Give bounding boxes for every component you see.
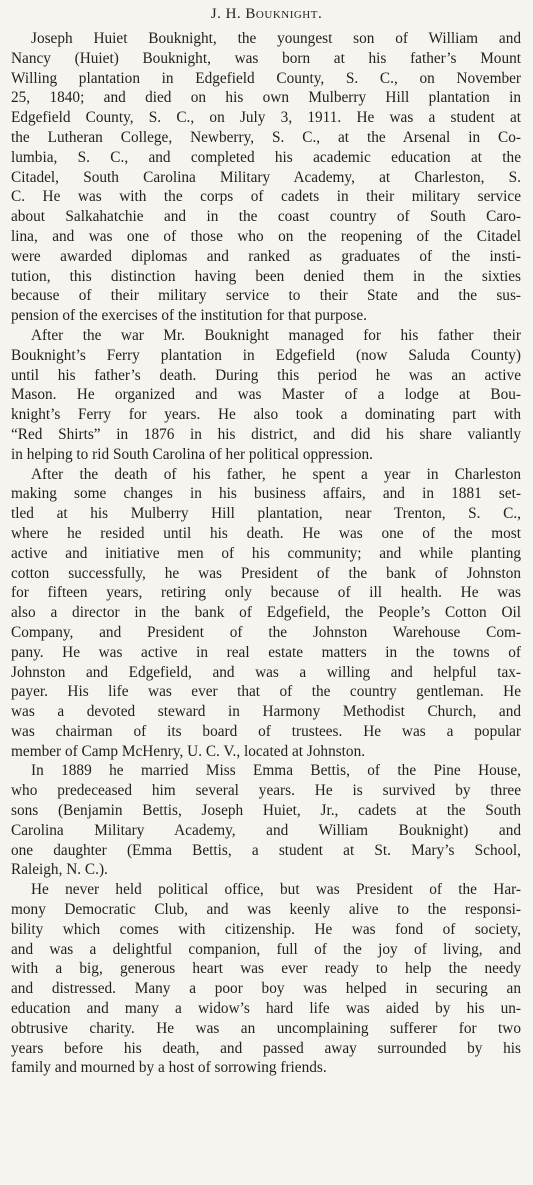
text-line: Citadel, South Carolina Military Academy, at Charleston, S. bbox=[11, 168, 521, 186]
text-line: was chairman of its board of trustees. He was a popular bbox=[11, 722, 521, 740]
text-line: After the death of his father, he spent a year in Charleston bbox=[31, 465, 521, 483]
text-line: tled at his Mulberry Hill plantation, near Trenton, S. C., bbox=[11, 505, 521, 523]
text-line: also a director in the bank of Edgefield, the People’s Cotton Oil bbox=[11, 604, 521, 622]
text-line: active and initiative men of his community; and while planting bbox=[11, 544, 521, 562]
text-line: Willing plantation in Edgefield County, S. C., on November bbox=[11, 69, 521, 87]
text-line: cotton successfully, he was President of the bank of Johnston bbox=[11, 564, 521, 582]
text-line: in helping to rid South Carolina of her political oppression. bbox=[11, 445, 373, 463]
paragraph bbox=[11, 29, 521, 326]
text-line: the Lutheran College, Newberry, S. C., at the Arsenal in Co- bbox=[11, 128, 521, 146]
text-line: were awarded diplomas and ranked as graduates of the insti- bbox=[11, 247, 521, 265]
text-line: Company, and President of the Johnston Warehouse Com- bbox=[11, 623, 521, 641]
text-line: In 1889 he married Miss Emma Bettis, of the Pine House, bbox=[31, 762, 521, 780]
text-line: until his father’s death. During this period he was an active bbox=[11, 366, 521, 384]
heading-text: J. H. Bouknight. bbox=[210, 6, 323, 22]
text-line: Johnston and Edgefield, and was a willing and helpful tax- bbox=[11, 663, 521, 681]
text-line: mony Democratic Club, and was keenly alive to the responsi- bbox=[11, 901, 521, 919]
text-line: 25, 1840; and died on his own Mulberry Hill plantation in bbox=[11, 89, 521, 107]
paragraph bbox=[11, 326, 521, 465]
text-line: with a big, generous heart was ever ready to help the needy bbox=[11, 960, 521, 978]
text-line: “Red Shirts” in 1876 in his district, and did his share valiantly bbox=[11, 425, 521, 443]
text-line: about Salkahatchie and in the coast country of South Caro- bbox=[11, 208, 521, 226]
text-line: member of Camp McHenry, U. C. V., located at Johnston. bbox=[11, 742, 366, 760]
text-line: pension of the exercises of the institution for that purpose. bbox=[11, 307, 367, 325]
text-line: He never held political office, but was President of the Har- bbox=[31, 881, 521, 899]
page-heading bbox=[0, 4, 533, 24]
text-line: education and many a widow’s hard life was aided by his un- bbox=[11, 1000, 521, 1018]
text-line: where he resided until his death. He was one of the most bbox=[11, 524, 521, 542]
text-line: knight’s Ferry for years. He also took a dominating part with bbox=[11, 406, 521, 424]
text-line: family and mourned by a host of sorrowing friends. bbox=[11, 1059, 327, 1077]
text-line: payer. His life was ever that of the country gentleman. He bbox=[11, 683, 521, 701]
text-line: obtrusive charity. He was an uncomplaining sufferer for two bbox=[11, 1019, 521, 1037]
text-line: years before his death, and passed away surrounded by his bbox=[11, 1039, 521, 1057]
text-line: for fifteen years, retiring only because of ill health. He was bbox=[11, 584, 521, 602]
biography-body bbox=[11, 29, 521, 1078]
text-line: tution, this distinction having been denied them in the sixties bbox=[11, 267, 521, 285]
text-line: C. He was with the corps of cadets in their military service bbox=[11, 188, 521, 206]
text-line: one daughter (Emma Bettis, a student at St. Mary’s School, bbox=[11, 841, 521, 859]
text-line: and was a delightful companion, full of the joy of living, and bbox=[11, 940, 521, 958]
text-line: Raleigh, N. C.). bbox=[11, 861, 108, 879]
paragraph bbox=[11, 761, 521, 880]
text-line: sons (Benjamin Bettis, Joseph Huiet, Jr., cadets at the South bbox=[11, 802, 521, 820]
text-line: pany. He was active in real estate matters in the towns of bbox=[11, 643, 521, 661]
text-line: Mason. He organized and was Master of a lodge at Bou- bbox=[11, 386, 521, 404]
text-line: Carolina Military Academy, and William Bouknight) and bbox=[11, 821, 521, 839]
text-line: was a devoted steward in Harmony Methodist Church, and bbox=[11, 703, 521, 721]
text-line: Bouknight’s Ferry plantation in Edgefield (now Saluda County) bbox=[11, 346, 521, 364]
text-line: lina, and was one of those who on the reopening of the Citadel bbox=[11, 227, 521, 245]
text-line: Joseph Huiet Bouknight, the youngest son of William and bbox=[31, 30, 521, 47]
paragraph bbox=[11, 465, 521, 762]
text-line: and distressed. Many a poor boy was helped in securing an bbox=[11, 980, 521, 998]
text-line: Edgefield County, S. C., on July 3, 1911. He was a student at bbox=[11, 109, 521, 127]
paragraph bbox=[11, 880, 521, 1078]
text-line: who predeceased him several years. He is survived by three bbox=[11, 782, 521, 800]
text-line: lumbia, S. C., and completed his academic education at the bbox=[11, 148, 521, 166]
text-line: making some changes in his business affairs, and in 1881 set- bbox=[11, 485, 521, 503]
text-line: bility which comes with citizenship. He was fond of society, bbox=[11, 920, 521, 938]
text-line: Nancy (Huiet) Bouknight, was born at his father’s Mount bbox=[11, 49, 521, 67]
text-line: because of their military service to their State and the sus- bbox=[11, 287, 521, 305]
text-line: After the war Mr. Bouknight managed for his father their bbox=[31, 326, 521, 344]
